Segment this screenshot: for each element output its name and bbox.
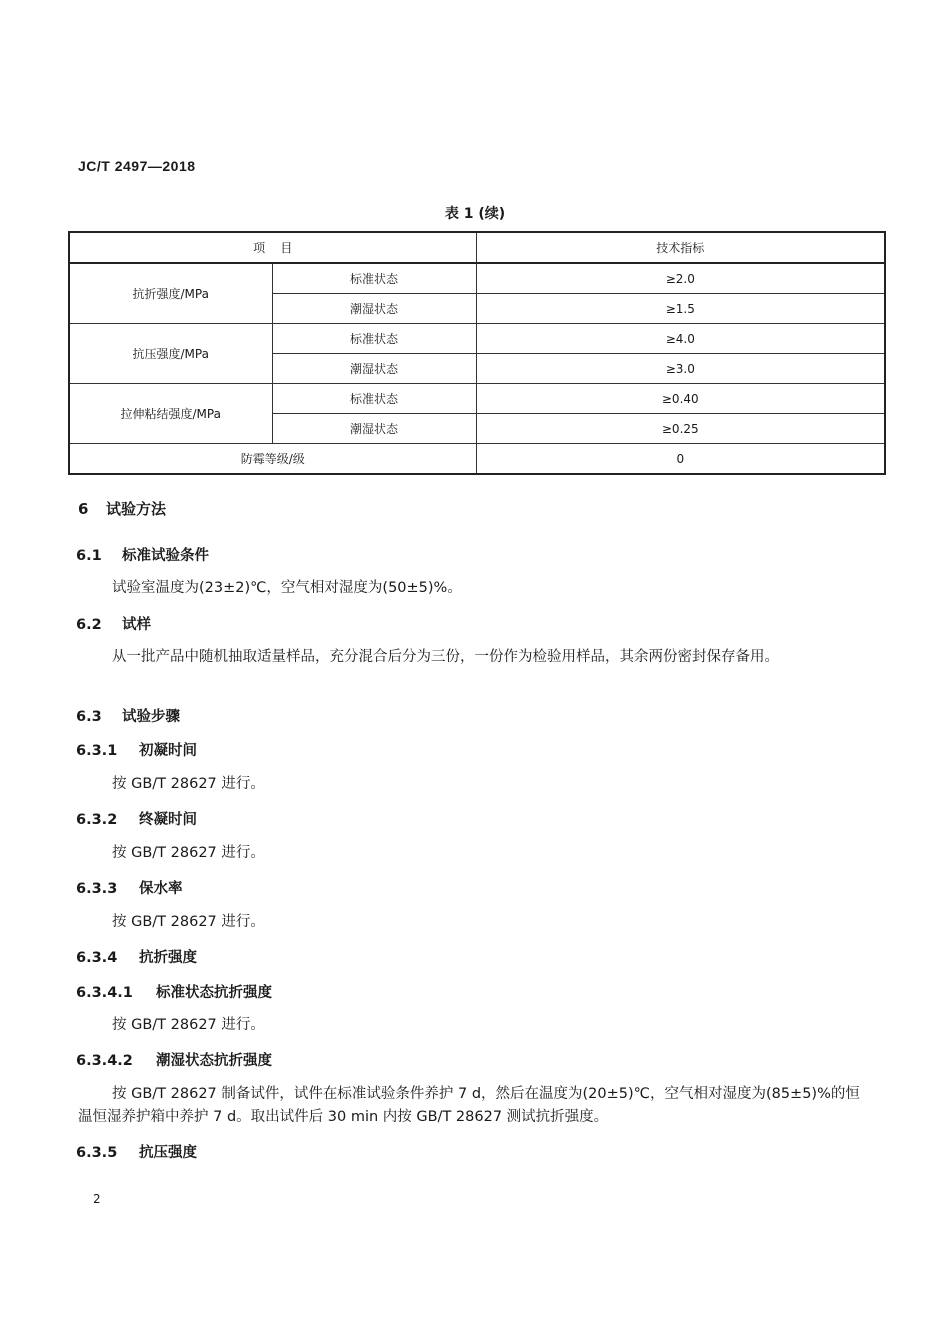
section-6-3-4-1-text: 按 GB/T 28627 进行。 [112, 1017, 265, 1033]
table-row [69, 263, 885, 294]
section-6-3-3-text: 按 GB/T 28627 进行。 [112, 914, 265, 930]
page-number: 2 [93, 1192, 101, 1206]
section-6-3-5-heading [76, 1141, 197, 1162]
spec-table [68, 231, 886, 475]
group-name: 拉伸粘结强度/MPa [69, 384, 272, 444]
section-number: 6.1 [76, 548, 102, 564]
section-6-heading [78, 498, 166, 519]
section-6-3-1-heading [76, 739, 197, 760]
section-6-3-4-2-text: 按 GB/T 28627 制备试件，试件在标准试验条件养护 7 d，然后在温度为(20±5)℃，空气相对湿度为(85±5)%的恒温恒湿养护箱中养护 7 d。取出试件后 30 min 内按 GB/T 28627 测试抗折强度。 [78, 1086, 860, 1125]
section-number: 6.3.4.2 [76, 1053, 133, 1069]
section-number: 6.3.5 [76, 1145, 118, 1161]
group-name: 抗折强度/MPa [69, 263, 272, 324]
section-6-3-2-heading [76, 808, 197, 829]
last-row-name: 防霉等级/级 [69, 444, 476, 475]
section-6-3-2-text: 按 GB/T 28627 进行。 [112, 845, 265, 861]
table-header-row [69, 232, 885, 263]
section-number: 6 [78, 500, 89, 518]
state-cell: 标准状态 [272, 384, 476, 414]
section-title: 标准试验条件 [122, 548, 209, 564]
section-6-3-1-text: 按 GB/T 28627 进行。 [112, 776, 265, 792]
section-6-2-heading [76, 613, 151, 634]
section-6-3-heading [76, 705, 180, 726]
section-number: 6.3.4 [76, 950, 118, 966]
section-number: 6.3.3 [76, 881, 118, 897]
section-title: 标准状态抗折强度 [156, 985, 272, 1001]
section-title: 终凝时间 [139, 812, 197, 828]
section-title: 保水率 [139, 881, 183, 897]
table-row [69, 384, 885, 414]
last-row-value: 0 [476, 444, 885, 475]
section-title: 试验方法 [106, 500, 167, 518]
section-number: 6.3.4.1 [76, 985, 133, 1001]
section-6-1-text: 试验室温度为(23±2)℃，空气相对湿度为(50±5)%。 [112, 580, 462, 596]
value-cell: ≥4.0 [476, 324, 885, 354]
standard-code: JC/T 2497—2018 [78, 158, 196, 174]
table-row [69, 324, 885, 354]
value-cell: ≥0.25 [476, 414, 885, 444]
state-cell: 潮湿状态 [272, 414, 476, 444]
header-item: 项 目 [69, 232, 476, 263]
state-cell: 标准状态 [272, 263, 476, 294]
section-title: 试样 [122, 617, 151, 633]
section-number: 6.3.2 [76, 812, 118, 828]
value-cell: ≥2.0 [476, 263, 885, 294]
value-cell: ≥3.0 [476, 354, 885, 384]
state-cell: 潮湿状态 [272, 354, 476, 384]
state-cell: 标准状态 [272, 324, 476, 354]
section-number: 6.3 [76, 709, 102, 725]
value-cell: ≥0.40 [476, 384, 885, 414]
section-title: 潮湿状态抗折强度 [156, 1053, 272, 1069]
section-number: 6.2 [76, 617, 102, 633]
state-cell: 潮湿状态 [272, 294, 476, 324]
section-6-1-heading [76, 544, 209, 565]
section-title: 抗折强度 [139, 950, 197, 966]
section-6-3-4-1-heading [76, 981, 272, 1002]
section-6-2-text: 从一批产品中随机抽取适量样品，充分混合后分为三份，一份作为检验用样品，其余两份密封保存备用。 [112, 649, 779, 665]
section-title: 试验步骤 [122, 709, 180, 725]
header-spec: 技术指标 [476, 232, 885, 263]
value-cell: ≥1.5 [476, 294, 885, 324]
section-6-3-3-heading [76, 877, 183, 898]
section-6-3-4-2-heading [76, 1049, 272, 1070]
section-number: 6.3.1 [76, 743, 118, 759]
section-6-3-4-heading [76, 946, 197, 967]
table-caption: 表 1 (续) [444, 206, 506, 222]
table-row [69, 444, 885, 475]
group-name: 抗压强度/MPa [69, 324, 272, 384]
section-title: 抗压强度 [139, 1145, 197, 1161]
section-title: 初凝时间 [139, 743, 197, 759]
